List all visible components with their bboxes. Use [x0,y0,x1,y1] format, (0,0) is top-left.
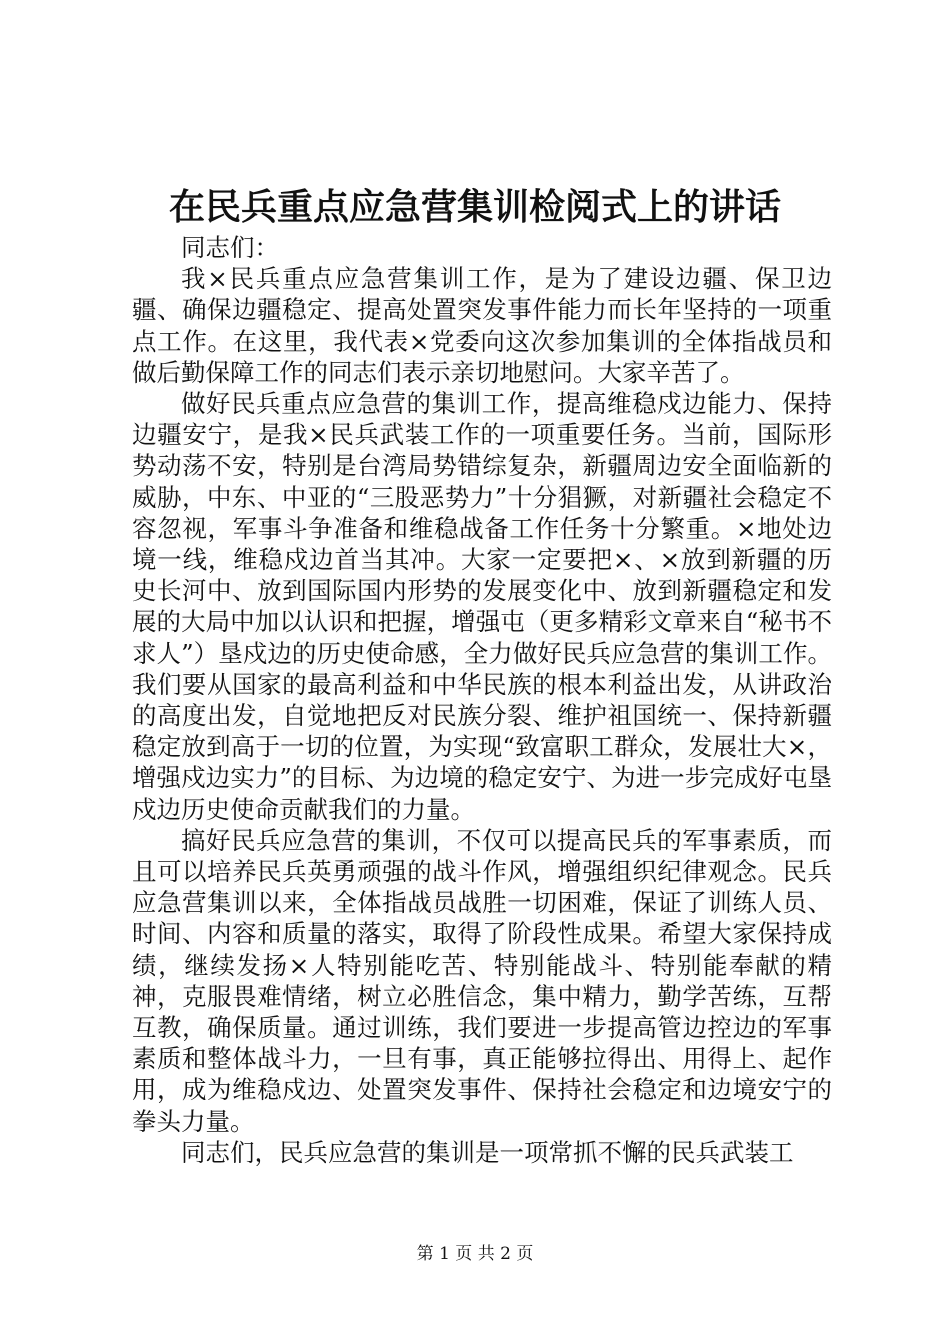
page-number-footer: 第 1 页 共 2 页 [416,1244,534,1264]
body-paragraph: 我×民兵重点应急营集训工作，是为了建设边疆、保卫边疆、确保边疆稳定、提高处置突发事件能力而长年坚持的一项重点工作。在这里，我代表×党委向这次参加集训的全体指战员和做后勤保障工作的同志们表示亲切地慰问。大家辛苦了。 [132,264,832,387]
document-body [132,232,832,1168]
body-paragraph: 做好民兵重点应急营的集训工作，提高维稳戍边能力、保持边疆安宁，是我×民兵武装工作的一项重要任务。当前，国际形势动荡不安，特别是台湾局势错综复杂，新疆周边安全面临新的威胁，中东、中亚的“三股恶势力”十分猖獗，对新疆社会稳定不容忽视，军事斗争准备和维稳战备工作任务十分繁重。×地处边境一线，维稳戍边首当其冲。大家一定要把×、×放到新疆的历史长河中、放到国际国内形势的发展变化中、放到新疆稳定和发展的大局中加以认识和把握，增强屯（更多精彩文章来自“秘书不求人”）垦戍边的历史使命感，全力做好民兵应急营的集训工作。我们要从国家的最高利益和中华民族的根本利益出发，从讲政治的高度出发，自觉地把反对民族分裂、维护祖国统一、保持新疆稳定放到高于一切的位置，为实现“致富职工群众，发展壮大×，增强戍边实力”的目标、为边境的稳定安宁、为进一步完成好屯垦戍边历史使命贡献我们的力量。 [132,389,832,824]
document-title: 在民兵重点应急营集训检阅式上的讲话 [168,186,781,228]
body-paragraph: 搞好民兵应急营的集训，不仅可以提高民兵的军事素质，而且可以培养民兵英勇顽强的战斗作风，增强组织纪律观念。民兵应急营集训以来，全体指战员战胜一切困难，保证了训练人员、时间、内容和质量的落实，取得了阶段性成果。希望大家保持成绩，继续发扬×人特别能吃苦、特别能战斗、特别能奉献的精神，克服畏难情绪，树立必胜信念，集中精力，勤学苦练，互帮互教，确保质量。通过训练，我们要进一步提高管边控边的军事素质和整体战斗力，一旦有事，真正能够拉得出、用得上、起作用，成为维稳戍边、处置突发事件、保持社会稳定和边境安宁的拳头力量。 [132,825,832,1136]
body-paragraph: 同志们，民兵应急营的集训是一项常抓不懈的民兵武装工 [181,1137,794,1167]
salutation: 同志们： [181,233,279,262]
